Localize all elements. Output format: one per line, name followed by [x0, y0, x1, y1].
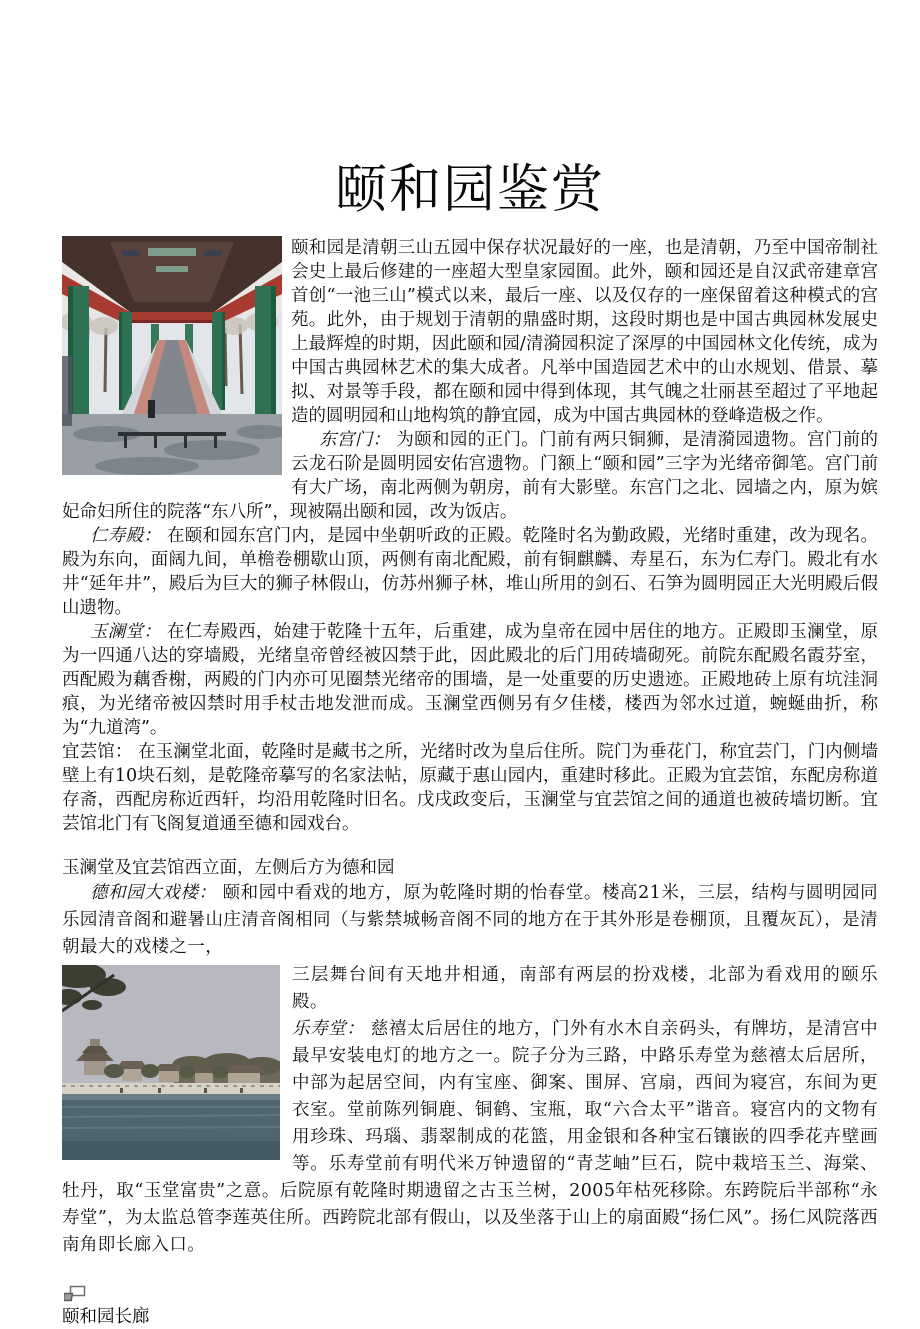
section-body-yulantang: 在仁寿殿西，始建于乾隆十五年，后重建，成为皇帝在园中居住的地方。正殿即玉澜堂，原为一四通八达的穿墙殿，光绪皇帝曾经被囚禁于此，因此殿北的后门用砖墙砌死。前院东配殿名霞芬室，西配殿为藕香榭，两殿的门内亦可见圈禁光绪帝的围墙，是一处重要的历史遗迹。正殿地砖上原有坑洼洞痕，为光绪帝被囚禁时用手杖击地发泄而成。玉澜堂西侧另有夕佳楼，楼西为邻水过道，蜿蜒曲折，称为“九道湾”。: [62, 622, 879, 738]
section-term-deheyuan: 德和园大戏楼：: [90, 883, 223, 903]
section-term-donggongmen: 东宫门：: [319, 430, 397, 450]
section-renshoudian: [62, 524, 878, 620]
section-body-renshoudian: 在颐和园东宫门内，是园中坐朝听政的正殿。乾隆时名为勤政殿，光绪时重建，改为现名。殿为东向，面阔九间，单檐卷棚歇山顶，两侧有南北配殿，前有铜麒麟、寿星石，东为仁寿门。殿北有水井“延年井”，殿后为巨大的狮子林假山，仿苏州狮子林，堆山所用的剑石、石笋为圆明园正大光明殿后假山遗物。: [62, 526, 879, 618]
mid-caption: 玉澜堂及宜芸馆西立面，左侧后方为德和园: [62, 858, 395, 878]
broken-image-icon: [64, 1285, 88, 1303]
footer-caption-block: [62, 1285, 878, 1329]
section-term-yiyunguan: 宜芸馆：: [62, 742, 139, 762]
bottom-caption: 颐和园长廊: [62, 1307, 150, 1327]
section-deheyuan: [62, 880, 878, 961]
section-term-renshoudian: 仁寿殿：: [90, 526, 167, 546]
lakeshore-photo: [62, 965, 280, 1160]
long-corridor-photo: [62, 236, 282, 475]
section-yulantang: [62, 620, 878, 740]
long-corridor-illustration: [62, 236, 282, 475]
section-body-deheyuan: 颐和园中看戏的地方，原为乾隆时期的怡春堂。楼高21米，三层，结构与圆明园同乐园清音阁和避暑山庄清音阁相同（与紫禁城畅音阁不同的地方在于其外形是卷棚顶，且覆灰瓦），是清朝最大的戏楼之一，: [62, 883, 878, 957]
section-term-leshoutang: 乐寿堂：: [292, 1019, 371, 1039]
section-body-donggongmen: 为颐和园的正门。门前有两只铜狮，是清漪园遗物。宫门前的云龙石阶是圆明园安佑宫遗物。门额上“颐和园”三字为光绪帝御笔。宫门前有大广场，南北两侧为朝房，前有大影壁。东宫门之北、园墙之内，原为嫔妃命妇所住的院落“东八所”，现被隔出颐和园，改为饭店。: [62, 430, 878, 522]
section-yiyunguan: [62, 740, 878, 836]
section-body-yiyunguan: 在玉澜堂北面，乾隆时是藏书之所，光绪时改为皇后住所。院门为垂花门，称宜芸门，门内侧墙壁上有10块石刻，是乾隆帝摹写的名家法帖，原藏于惠山园内，重建时移此。正殿为宜芸馆，东配房称道存斋，西配房称近西轩，均沿用乾隆时旧名。戊戌政变后，玉澜堂与宜芸馆之间的通道也被砖墙切断。宜芸馆北门有飞阁复道通至德和园戏台。: [62, 742, 878, 834]
intro-text: 颐和园是清朝三山五园中保存状况最好的一座，也是清朝，乃至中国帝制社会史上最后修建的一座超大型皇家园囿。此外，颐和园还是自汉武帝建章宫首创“一池三山”模式以来，最后一座、以及仅存的一座保留着这种模式的宫苑。此外，由于规划于清朝的鼎盛时期，这段时期也是中国古典园林发展史上最辉煌的时期，因此颐和园/清漪园积淀了深厚的中国园林文化传统，成为中国古典园林艺术的集大成者。凡举中国造园艺术中的山水规划、借景、摹拟、对景等手段，都在颐和园中得到体现，其气魄之壮丽甚至超过了平地起造的圆明园和山地构筑的静宜园，成为中国古典园林的登峰造极之作。: [291, 238, 878, 426]
section-body-leshoutang: 慈禧太后居住的地方，门外有水木自亲码头，有牌坊，是清宫中最早安装电灯的地方之一。院子分为三路，中路乐寿堂为慈禧太后居所，中部为起居空间，内有宝座、御案、围屏、宫扇，西间为寝宫，东间为更衣室。堂前陈列铜鹿、铜鹤、宝瓶，取“六合太平”谐音。寝宫内的文物有用珍珠、玛瑙、翡翠制成的花篮，用金银和各种宝石镶嵌的四季花卉壁画等。乐寿堂前有明代米万钟遗留的“青芝岫”巨石，院中栽培玉兰、海棠、牡丹，取“玉堂富贵”之意。后院原有乾隆时期遗留之古玉兰树，2005年枯死移除。东跨院后半部称“永寿堂”，为太监总管李莲英住所。西跨院北部有假山，以及坐落于山上的扇面殿“扬仁风”。扬仁风院落西南角即长廊入口。: [62, 1019, 879, 1255]
section-term-yulantang: 玉澜堂：: [90, 622, 167, 642]
page-title: 颐和园鉴赏: [334, 160, 605, 220]
leshoutang-flow: [62, 962, 878, 1259]
lakeshore-illustration: [62, 965, 280, 1160]
document-content: [0, 160, 920, 1329]
deheyuan-rest-text: 三层舞台间有天地井相通，南部有两层的扮戏楼，北部为看戏用的颐乐殿。: [292, 965, 878, 1012]
intro-flow: [62, 236, 878, 836]
